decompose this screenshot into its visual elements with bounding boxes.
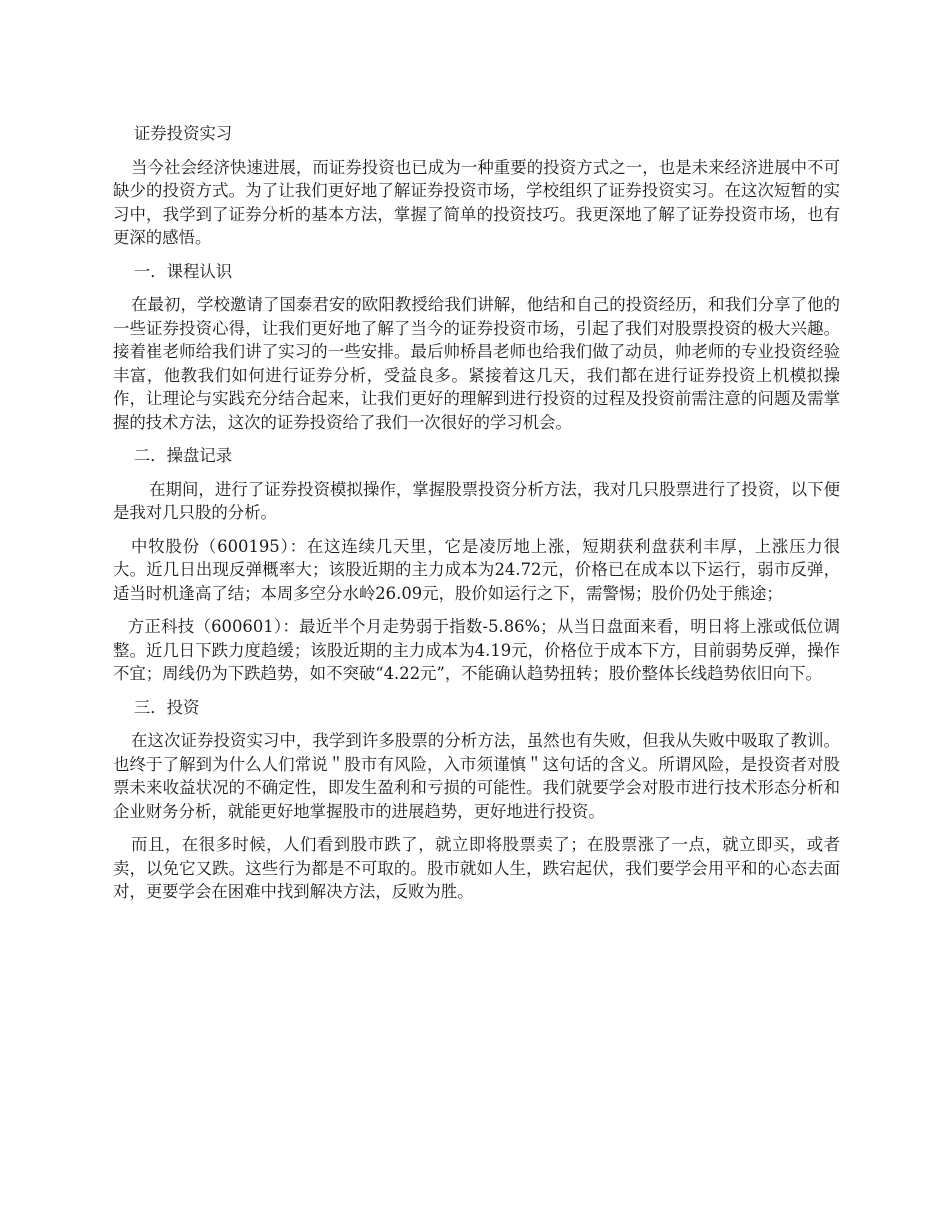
stock-analysis-600195: 中牧股份（600195）：在这连续几天里，它是凌厉地上涨，短期获利盘获利丰厚，上涨压力很大。近几日出现反弹概率大；该股近期的主力成本为24.72元，价格已在成本以下运行，弱市反弹，适当时机逢高了结；本周多空分水岭26.09元，股价如运行之下，需警惕；股价仍处于熊途； bbox=[113, 536, 840, 603]
course-paragraph: 在最初，学校邀请了国泰君安的欧阳教授给我们讲解，他结和自己的投资经历，和我们分享了他的一些证券投资心得，让我们更好地了解了当今的证券投资市场，引起了我们对股票投资的极大兴趣。接着崔老师给我们讲了实习的一些安排。最后帅桥昌老师也给我们做了动员，帅老师的专业投资经验丰富，他教我们如何进行证券分析，受益良多。紧接着这几天，我们都在进行证券投资上机模拟操作，让理论与实践充分结合起来，让我们更好的理解到进行投资的过程及投资前需注意的问题及需掌握的技术方法，这次的证券投资给了我们一次很好的学习机会。 bbox=[113, 295, 840, 432]
stock-analysis-600601: 方正科技（600601）：最近半个月走势弱于指数-5.86%；从当日盘面来看，明日将上涨或低位调整。近几日下跌力度趋缓；该股近期的主力成本为4.19元，价格位于成本下方，目前弱势反弹，操作不宜；周线仍为下跌趋势，如不突破“4.22元”，不能确认趋势扭转；股价整体长线趋势依旧向下。 bbox=[113, 617, 840, 683]
section-heading-investment: 三．投资 bbox=[133, 697, 200, 717]
section-heading-course: 一．课程认识 bbox=[133, 261, 233, 281]
trading-paragraph: 在期间，进行了证券投资模拟操作，掌握股票投资分析方法，我对几只股票进行了投资，以下便是我对几只股的分析。 bbox=[113, 479, 840, 522]
investment-paragraph-1: 在这次证券投资实习中，我学到许多股票的分析方法，虽然也有失败，但我从失败中吸取了教训。也终于了解到为什么人们常说＂股市有风险，入市须谨慎＂这句话的含义。所谓风险，是投资者对股票未来收益状况的不确定性，即发生盈利和亏损的可能性。我们就要学会对股市进行技术形态分析和企业财务分析，就能更好地掌握股市的进展趋势，更好地进行投资。 bbox=[113, 731, 840, 821]
investment-paragraph-2: 而且，在很多时候，人们看到股市跌了，就立即将股票卖了；在股票涨了一点，就立即买，或者卖，以免它又跌。这些行为都是不可取的。股市就如人生，跌宕起伏，我们要学会用平和的心态去面对，更要学会在困难中找到解决方法，反败为胜。 bbox=[113, 835, 840, 901]
intro-paragraph: 当今社会经济快速进展，而证券投资也已成为一种重要的投资方式之一，也是未来经济进展中不可缺少的投资方式。为了让我们更好地了解证券投资市场，学校组织了证券投资实习。在这次短暂的实习中，我学到了证券分析的基本方法，掌握了简单的投资技巧。我更深地了解了证券投资市场，也有更深的感悟。 bbox=[113, 157, 840, 247]
document-title: 证券投资实习 bbox=[133, 124, 233, 143]
section-heading-trading: 二．操盘记录 bbox=[133, 446, 233, 465]
document-page bbox=[113, 122, 840, 914]
